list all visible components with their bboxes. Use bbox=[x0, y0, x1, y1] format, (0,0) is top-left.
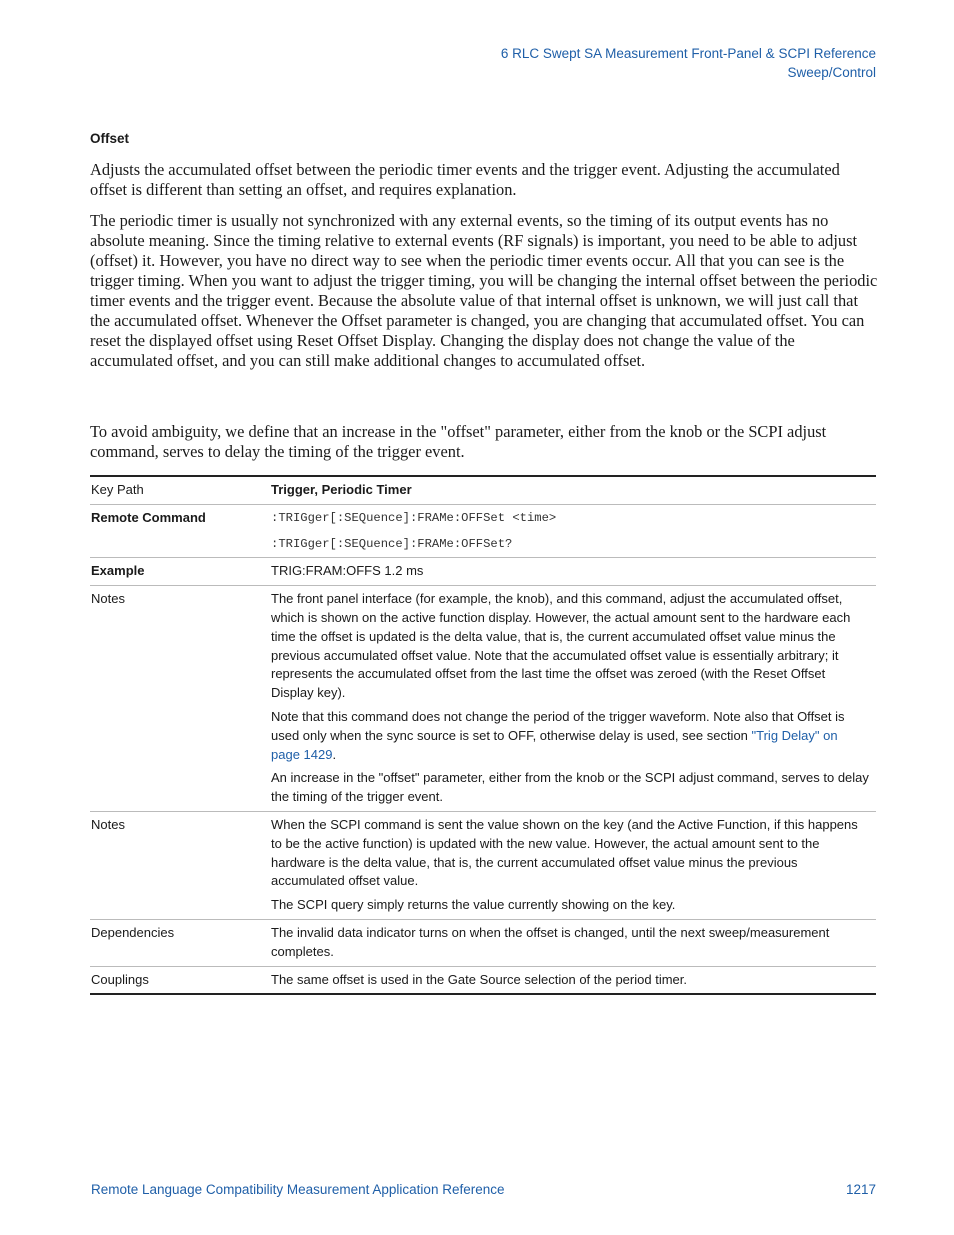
footer-doc-title: Remote Language Compatibility Measurement Application Reference bbox=[91, 1182, 505, 1197]
trig-delay-link[interactable]: "Trig Delay" on page 1429 bbox=[271, 727, 838, 762]
notes-paragraph: The front panel interface (for example, the knob), and this command, adjust the accumulated offset, which is shown on the active function display. However, the actual amount sent to the hardware each time the offset is updated is the delta value, that is, the current accumulated offset value minus the previous accumulated offset value. Note that the accumulated offset value is essentially arbitrary; it represents the accumulated offset from the last time the offset was zeroed (with the Reset Offset Display key). bbox=[271, 591, 851, 701]
example-value: TRIG:FRAM:OFFS 1.2 ms bbox=[264, 558, 876, 586]
paragraph-intro: Adjusts the accumulated offset between the periodic timer events and the trigger event. Adjusting the accumulated offset is different than setting an offset, and requires explanation. bbox=[90, 160, 840, 199]
notes-value bbox=[264, 586, 876, 812]
key-path-value: Trigger, Periodic Timer bbox=[264, 476, 876, 504]
dependencies-value: The invalid data indicator turns on when the offset is changed, until the next sweep/measurement completes. bbox=[264, 919, 876, 966]
notes-paragraph: The SCPI query simply returns the value currently showing on the key. bbox=[271, 897, 676, 913]
table-row-couplings bbox=[90, 966, 876, 994]
remote-command-value bbox=[264, 504, 876, 558]
table-row-notes-scpi bbox=[90, 811, 876, 919]
header-chapter: 6 RLC Swept SA Measurement Front-Panel & SCPI Reference bbox=[500, 46, 876, 61]
notes-label: Notes bbox=[90, 586, 264, 812]
table-row-notes bbox=[90, 586, 876, 812]
header-section: Sweep/Control bbox=[787, 65, 876, 80]
page-footer bbox=[91, 1182, 876, 1197]
remote-command-query: :TRIGger[:SEQuence]:FRAMe:OFFSet? bbox=[271, 536, 513, 551]
remote-command-set: :TRIGger[:SEQuence]:FRAMe:OFFSet <time> bbox=[271, 510, 557, 525]
couplings-label: Couplings bbox=[90, 966, 264, 994]
notes-label: Notes bbox=[90, 811, 264, 919]
table-row-key-path bbox=[90, 476, 876, 504]
notes-value bbox=[264, 811, 876, 919]
notes-paragraph: When the SCPI command is sent the value shown on the key (and the Active Function, if this happens to be the active function) is updated with the new value. However, the actual amount sent to the hardware is the delta value, that is, the current accumulated offset value minus the previous accumulated offset value. bbox=[271, 816, 858, 889]
table-row-remote-command bbox=[90, 504, 876, 558]
page-number: 1217 bbox=[845, 1182, 876, 1197]
notes-text-end: . bbox=[332, 746, 337, 762]
remote-command-label: Remote Command bbox=[90, 504, 264, 558]
couplings-value: The same offset is used in the Gate Source selection of the period timer. bbox=[264, 966, 876, 994]
section-title: Offset bbox=[90, 131, 130, 146]
example-label: Example bbox=[90, 558, 264, 586]
key-path-label: Key Path bbox=[90, 476, 264, 504]
page-header bbox=[501, 44, 876, 82]
table-row-example bbox=[90, 558, 876, 586]
paragraph-ambiguity: To avoid ambiguity, we define that an increase in the "offset" parameter, either from the knob or the SCPI adjust command, serves to delay the timing of the trigger event. bbox=[90, 422, 827, 461]
dependencies-label: Dependencies bbox=[90, 919, 264, 966]
notes-text: Note that this command does not change the period of the trigger waveform. Note also that Offset is used only when the sync source is set to OFF, otherwise delay is used, see section bbox=[271, 708, 845, 743]
table-row-dependencies bbox=[90, 919, 876, 966]
notes-paragraph bbox=[271, 708, 870, 764]
reference-table bbox=[90, 475, 876, 995]
notes-paragraph: An increase in the "offset" parameter, either from the knob or the SCPI adjust command, serves to delay the timing of the trigger event. bbox=[271, 770, 869, 805]
paragraph-explanation: The periodic timer is usually not synchronized with any external events, so the timing of its output events has no absolute meaning. Since the timing relative to external events (RF signals) is important, you need to be able to adjust (offset) it. However, you have no direct way to see when the periodic timer events occur. All that you can see is the trigger timing. When you want to adjust the trigger timing, you will be changing the internal offset between the periodic timer events and the trigger event. Because the absolute value of that internal offset is unknown, we will just call that the accumulated offset. Whenever the Offset parameter is changed, you are changing that accumulated offset. You can reset the displayed offset using Reset Offset Display. Changing the display does not change the value of the accumulated offset, and you can still make additional changes to accumulated offset. bbox=[90, 211, 878, 370]
